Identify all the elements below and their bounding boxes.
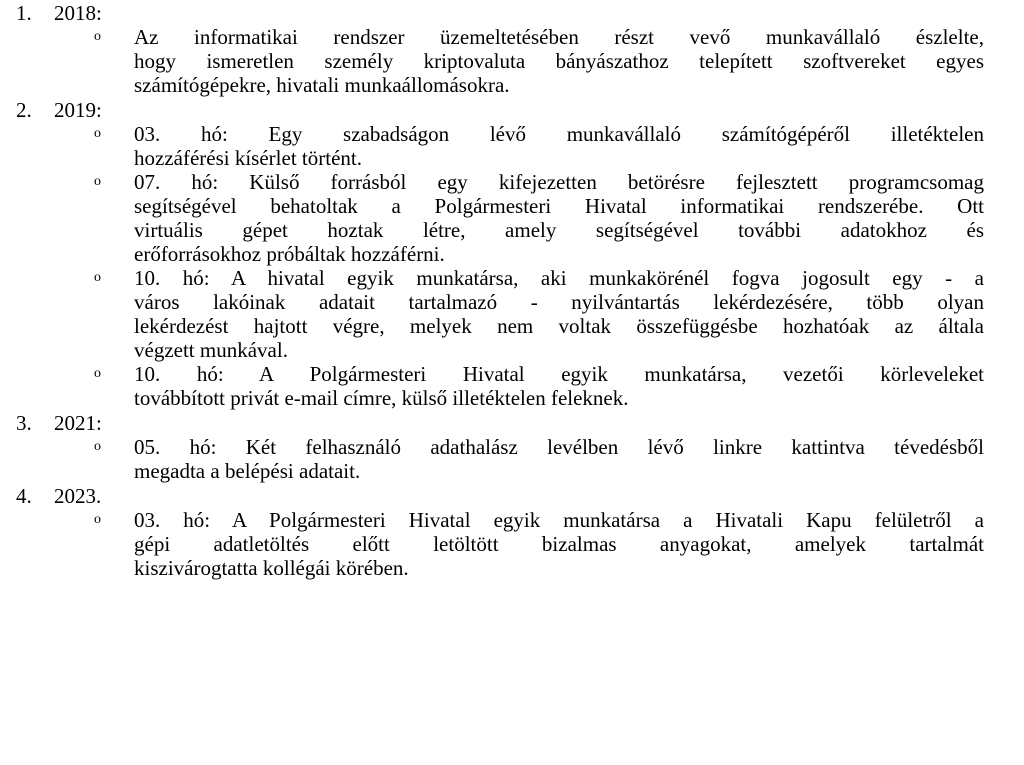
bullet-icon: o [94,126,101,141]
bullet-icon: o [94,366,101,381]
entry-text-line: város lakóinak adatait tartalmazó - nyilvántartás lekérdezésére, több olyan [134,290,984,314]
entry-text-line: számítógépekre, hivatali munkaállomásokra. [134,73,510,97]
entry-text-line: lekérdezést hajtott végre, melyek nem voltak összefüggésbe hozhatóak az általa [134,314,984,338]
incident-entry [94,362,984,410]
bullet-icon: o [94,512,101,527]
year-heading [0,411,1024,435]
entry-text-line: 10. hó: A hivatal egyik munkatársa, aki munkakörénél fogva jogosult egy - a [134,266,984,290]
entry-text-line: hogy ismeretlen személy kriptovaluta bányászathoz telepített szoftvereket egyes [134,49,984,73]
incident-entry [94,25,984,97]
entry-text-line: Az informatikai rendszer üzemeltetésében részt vevő munkavállaló észlelte, [134,25,984,49]
bullet-icon: o [94,439,101,454]
list-number: 3. [16,411,32,435]
year-label: 2021: [54,411,102,435]
entry-text-line: 07. hó: Külső forrásból egy kifejezetten betörésre fejlesztett programcsomag [134,170,984,194]
entry-text-line: segítségével behatoltak a Polgármesteri Hivatal informatikai rendszerébe. Ott [134,194,984,218]
incident-entry [94,508,984,580]
year-label: 2019: [54,98,102,122]
year-label: 2023. [54,484,102,508]
entry-text-line: 05. hó: Két felhasználó adathalász levélben lévő linkre kattintva tévedésből [134,435,984,459]
year-heading [0,1,1024,25]
entry-text-line: erőforrásokhoz próbáltak hozzáférni. [134,242,445,266]
incident-entry [94,170,984,266]
incident-entry [94,435,984,483]
entry-text-line: hozzáférési kísérlet történt. [134,146,362,170]
entry-text-line: 03. hó: A Polgármesteri Hivatal egyik munkatársa a Hivatali Kapu felületről a [134,508,984,532]
bullet-icon: o [94,29,101,44]
entry-text-line: kiszivárogtatta kollégái körében. [134,556,409,580]
list-number: 4. [16,484,32,508]
bullet-icon: o [94,174,101,189]
year-heading [0,98,1024,122]
entry-text-line: virtuális gépet hoztak létre, amely segítségével további adatokhoz és [134,218,984,242]
incident-entry [94,266,984,362]
incident-entry [94,122,984,170]
bullet-icon: o [94,270,101,285]
entry-text-line: gépi adatletöltés előtt letöltött bizalmas anyagokat, amelyek tartalmát [134,532,984,556]
entry-text-line: megadta a belépési adatait. [134,459,361,483]
entry-text-line: 03. hó: Egy szabadságon lévő munkavállaló számítógépéről illetéktelen [134,122,984,146]
list-number: 2. [16,98,32,122]
year-label: 2018: [54,1,102,25]
entry-text-line: végzett munkával. [134,338,288,362]
list-number: 1. [16,1,32,25]
entry-text-line: 10. hó: A Polgármesteri Hivatal egyik munkatársa, vezetői körleveleket [134,362,984,386]
entry-text-line: továbbított privát e-mail címre, külső illetéktelen feleknek. [134,386,629,410]
year-heading [0,484,1024,508]
